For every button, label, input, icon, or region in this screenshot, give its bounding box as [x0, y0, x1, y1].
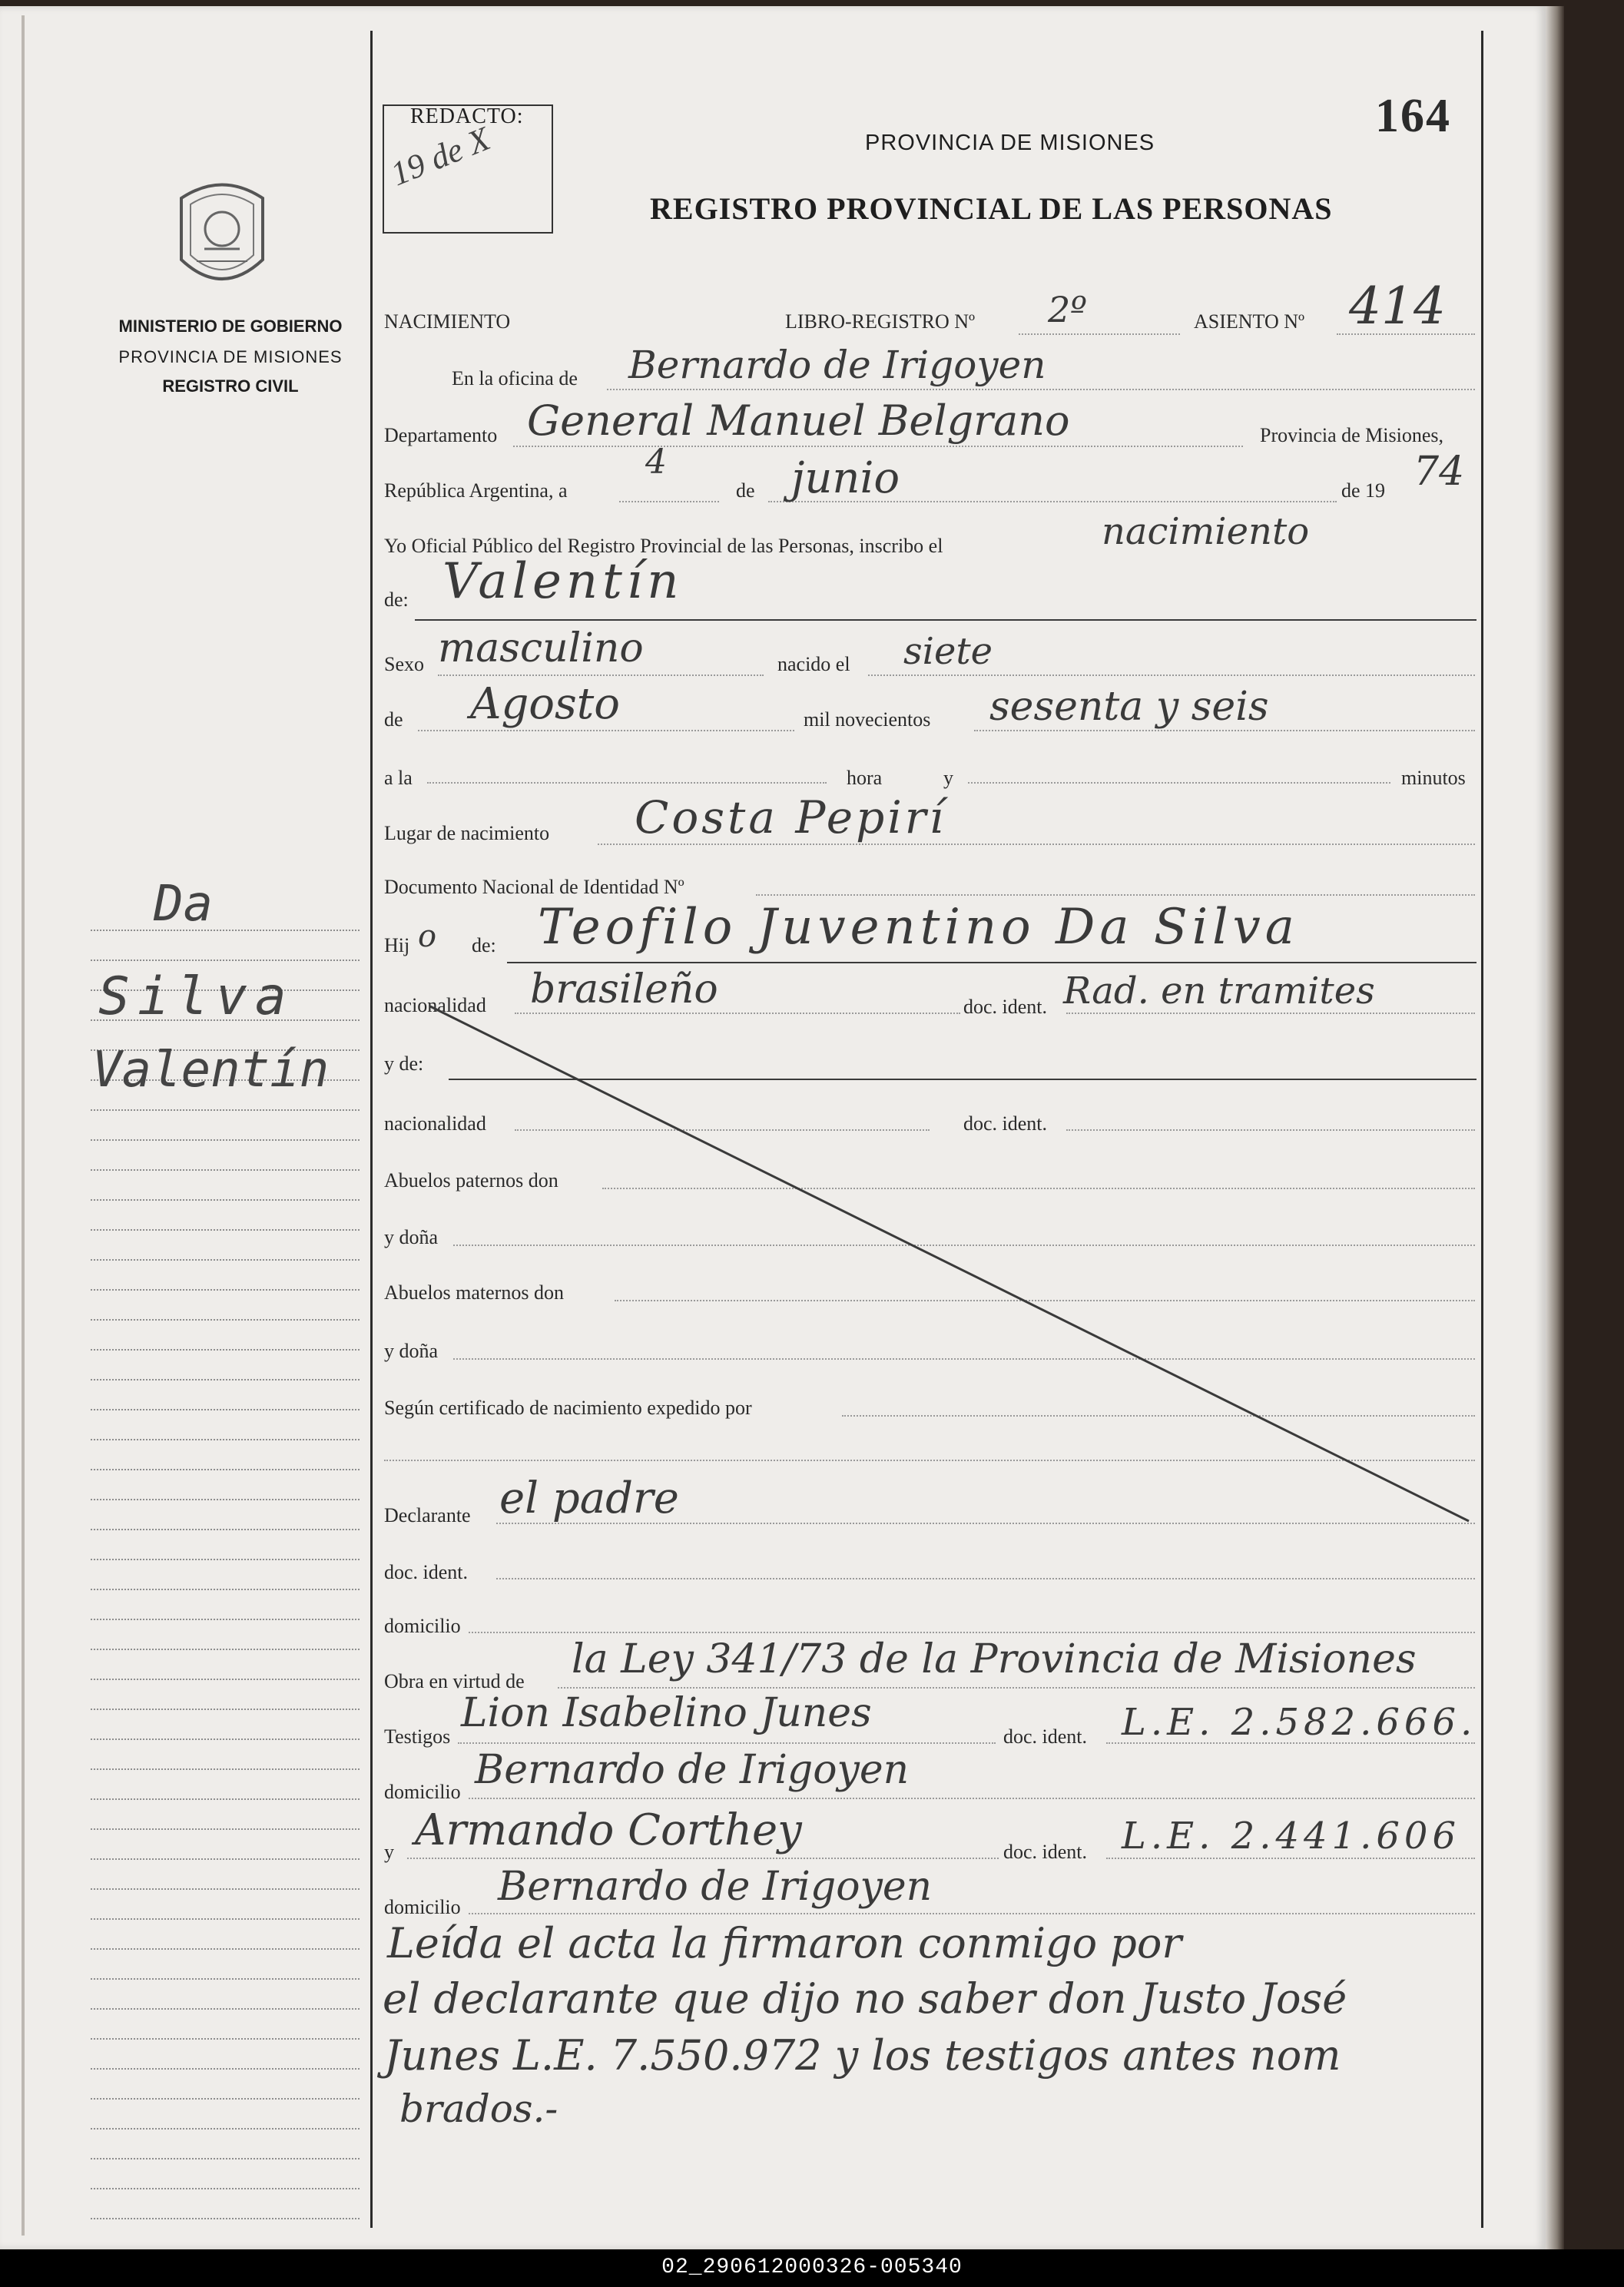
a-la-label: a la	[384, 767, 413, 789]
nacido-value: siete	[903, 630, 993, 673]
margin-given-name: Valentín	[92, 1042, 330, 1099]
anio-nac-value: sesenta y seis	[989, 684, 1269, 730]
doc-ident3-label: doc. ident.	[384, 1561, 469, 1583]
testigo1-dom: Bernardo de Irigoyen	[475, 1747, 910, 1793]
oficina-label: En la oficina de	[452, 367, 578, 389]
margin-surname-1: Da	[154, 876, 214, 933]
testigo1-value: Lion Isabelino Junes	[461, 1690, 872, 1736]
de2-label: de	[384, 708, 403, 731]
minutos-label: minutos	[1401, 767, 1466, 789]
hora-label: hora	[847, 767, 883, 789]
abuelos-maternos-label: Abuelos maternos don	[384, 1281, 564, 1304]
departamento-label: Departamento	[384, 424, 498, 446]
provincia-misiones-label: Provincia de Misiones,	[1260, 424, 1444, 446]
y-dona2-label: y doña	[384, 1340, 439, 1362]
redacto-label: REDACTO:	[410, 104, 524, 128]
lugar-label: Lugar de nacimiento	[384, 822, 550, 844]
mes-value: junio	[791, 453, 900, 503]
de-label: de	[736, 479, 755, 502]
obra-value: la Ley 341/73 de la Provincia de Misiones	[572, 1636, 1417, 1682]
hijo-suffix: o	[418, 919, 437, 954]
header-provincia: PROVINCIA DE MISIONES	[865, 131, 1155, 155]
doc-ident5-label: doc. ident.	[1003, 1841, 1088, 1863]
nota-line-1: Leída el acta la firmaron conmigo por	[387, 1919, 1182, 1967]
declarante-label: Declarante	[384, 1504, 471, 1526]
nacionalidad2-label: nacionalidad	[384, 1112, 486, 1135]
footer-code: 02_290612000326-005340	[661, 2256, 963, 2279]
header-registro-title: REGISTRO PROVINCIAL DE LAS PERSONAS	[650, 191, 1333, 226]
doc-ident4-label: doc. ident.	[1003, 1725, 1088, 1748]
y2-label: y	[384, 1841, 394, 1863]
redacto-value: 19 de X	[385, 119, 495, 194]
mil-label: mil novecientos	[804, 708, 931, 731]
lugar-value: Costa Pepirí	[635, 791, 947, 844]
domicilio-label: domicilio	[384, 1615, 461, 1637]
libro-value: 2º	[1048, 289, 1087, 330]
padre-value: Teofilo Juventino Da Silva	[538, 899, 1299, 956]
nota-line-4: brados.-	[399, 2086, 558, 2131]
testigo2-dom: Bernardo de Irigoyen	[498, 1864, 933, 1910]
sidebar-ministerio: MINISTERIO DE GOBIERNO	[118, 317, 343, 336]
anio-value: 74	[1414, 449, 1465, 495]
de19-label: de 19	[1341, 479, 1386, 502]
mes-nac-value: Agosto	[470, 679, 620, 729]
domicilio2-label: domicilio	[384, 1781, 461, 1803]
y-dona1-label: y doña	[384, 1226, 439, 1248]
y-label: y	[943, 767, 953, 789]
hijo-label: Hij	[384, 934, 410, 956]
doc-ident2-label: doc. ident.	[963, 1112, 1048, 1135]
nota-line-2: el declarante que dijo no saber don Justo José	[383, 1974, 1347, 2023]
obra-label: Obra en virtud de	[384, 1670, 525, 1692]
testigo1-doc: L.E. 2.582.666.	[1122, 1701, 1477, 1744]
sidebar-registro-civil: REGISTRO CIVIL	[162, 376, 299, 396]
departamento-value: General Manuel Belgrano	[527, 396, 1070, 445]
domicilio3-label: domicilio	[384, 1896, 461, 1918]
margin-surname-2: Silva	[98, 966, 294, 1027]
libro-label: LIBRO-REGISTRO Nº	[785, 310, 976, 333]
asiento-value: 414	[1349, 277, 1446, 336]
sidebar-provincia: PROVINCIA DE MISIONES	[118, 347, 343, 366]
testigo2-doc: L.E. 2.441.606	[1122, 1815, 1460, 1858]
hijo-de-label: de:	[472, 934, 496, 956]
nota-line-3: Junes L.E. 7.550.972 y los testigos antes nom	[384, 2031, 1341, 2080]
y-de-label: y de:	[384, 1052, 424, 1075]
dia-value: 4	[645, 442, 667, 482]
inscribo-value: nacimiento	[1102, 510, 1310, 553]
nacionalidad-value: brasileño	[530, 966, 718, 1013]
sexo-value: masculino	[438, 625, 644, 671]
nacionalidad-label: nacionalidad	[384, 994, 486, 1016]
testigos-label: Testigos	[384, 1725, 451, 1748]
nacido-label: nacido el	[777, 653, 850, 675]
oficina-value: Bernardo de Irigoyen	[628, 343, 1046, 387]
nombre-value: Valentín	[442, 553, 684, 610]
segun-label: Según certificado de nacimiento expedido por	[384, 1397, 752, 1419]
dni-label: Documento Nacional de Identidad Nº	[384, 876, 684, 898]
doc-ident-value: Rad. en tramites	[1063, 969, 1375, 1013]
de-colon-label: de:	[384, 588, 409, 611]
sexo-label: Sexo	[384, 653, 424, 675]
page-number: 164	[1375, 90, 1451, 142]
asiento-label: ASIENTO Nº	[1194, 310, 1305, 333]
nacimiento-label: NACIMIENTO	[384, 310, 511, 333]
abuelos-paternos-label: Abuelos paternos don	[384, 1169, 558, 1192]
testigo2-value: Armando Corthey	[415, 1805, 802, 1855]
yo-oficial-label: Yo Oficial Público del Registro Provincial de las Personas, inscribo el	[384, 535, 943, 557]
doc-ident-label: doc. ident.	[963, 996, 1048, 1018]
declarante-value: el padre	[499, 1473, 679, 1523]
republica-label: República Argentina, a	[384, 479, 568, 502]
